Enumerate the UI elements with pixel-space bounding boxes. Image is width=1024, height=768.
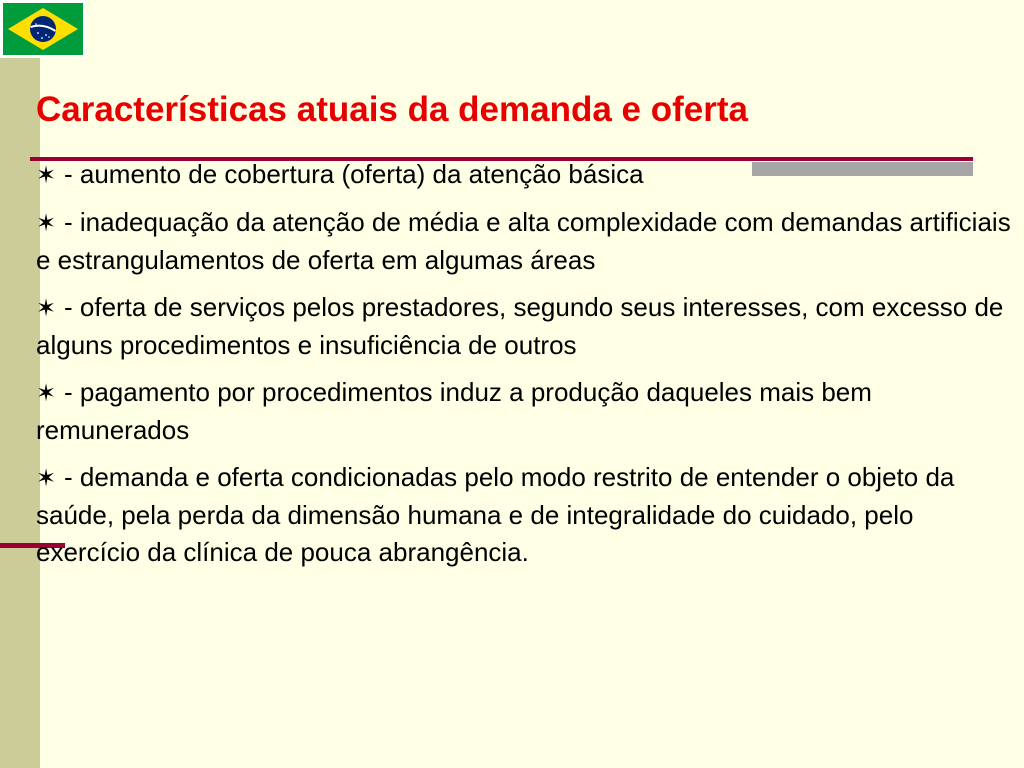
star-bullet-icon: ✶ <box>36 161 57 189</box>
list-item-text: - oferta de serviços pelos prestadores, segundo seus interesses, com excesso de alguns procedimentos e insuficiência de outros <box>36 292 1004 360</box>
slide-title: Características atuais da demanda e oferta <box>36 90 748 129</box>
left-decorative-band <box>0 0 40 768</box>
star-bullet-icon: ✶ <box>36 209 57 237</box>
list-item <box>36 204 1011 279</box>
star-bullet-icon: ✶ <box>36 294 57 322</box>
bullet-list <box>36 156 1011 581</box>
list-item-text: - aumento de cobertura (oferta) da atenção básica <box>64 159 644 189</box>
list-item <box>36 374 1011 449</box>
list-item-text: - demanda e oferta condicionadas pelo modo restrito de entender o objeto da saúde, pela perda da dimensão humana e de integralidade do cuidado, pelo exercício da clínica de pouca abrangência. <box>36 462 955 567</box>
list-item <box>36 156 1011 194</box>
list-item <box>36 289 1011 364</box>
star-bullet-icon: ✶ <box>36 379 57 407</box>
list-item-text: - pagamento por procedimentos induz a produção daqueles mais bem remunerados <box>36 377 872 445</box>
brazil-flag-icon <box>0 0 86 58</box>
list-item-text: - inadequação da atenção de média e alta complexidade com demandas artificiais e estrangulamentos de oferta em algumas áreas <box>36 207 1011 275</box>
star-bullet-icon: ✶ <box>36 464 57 492</box>
list-item <box>36 459 1011 571</box>
